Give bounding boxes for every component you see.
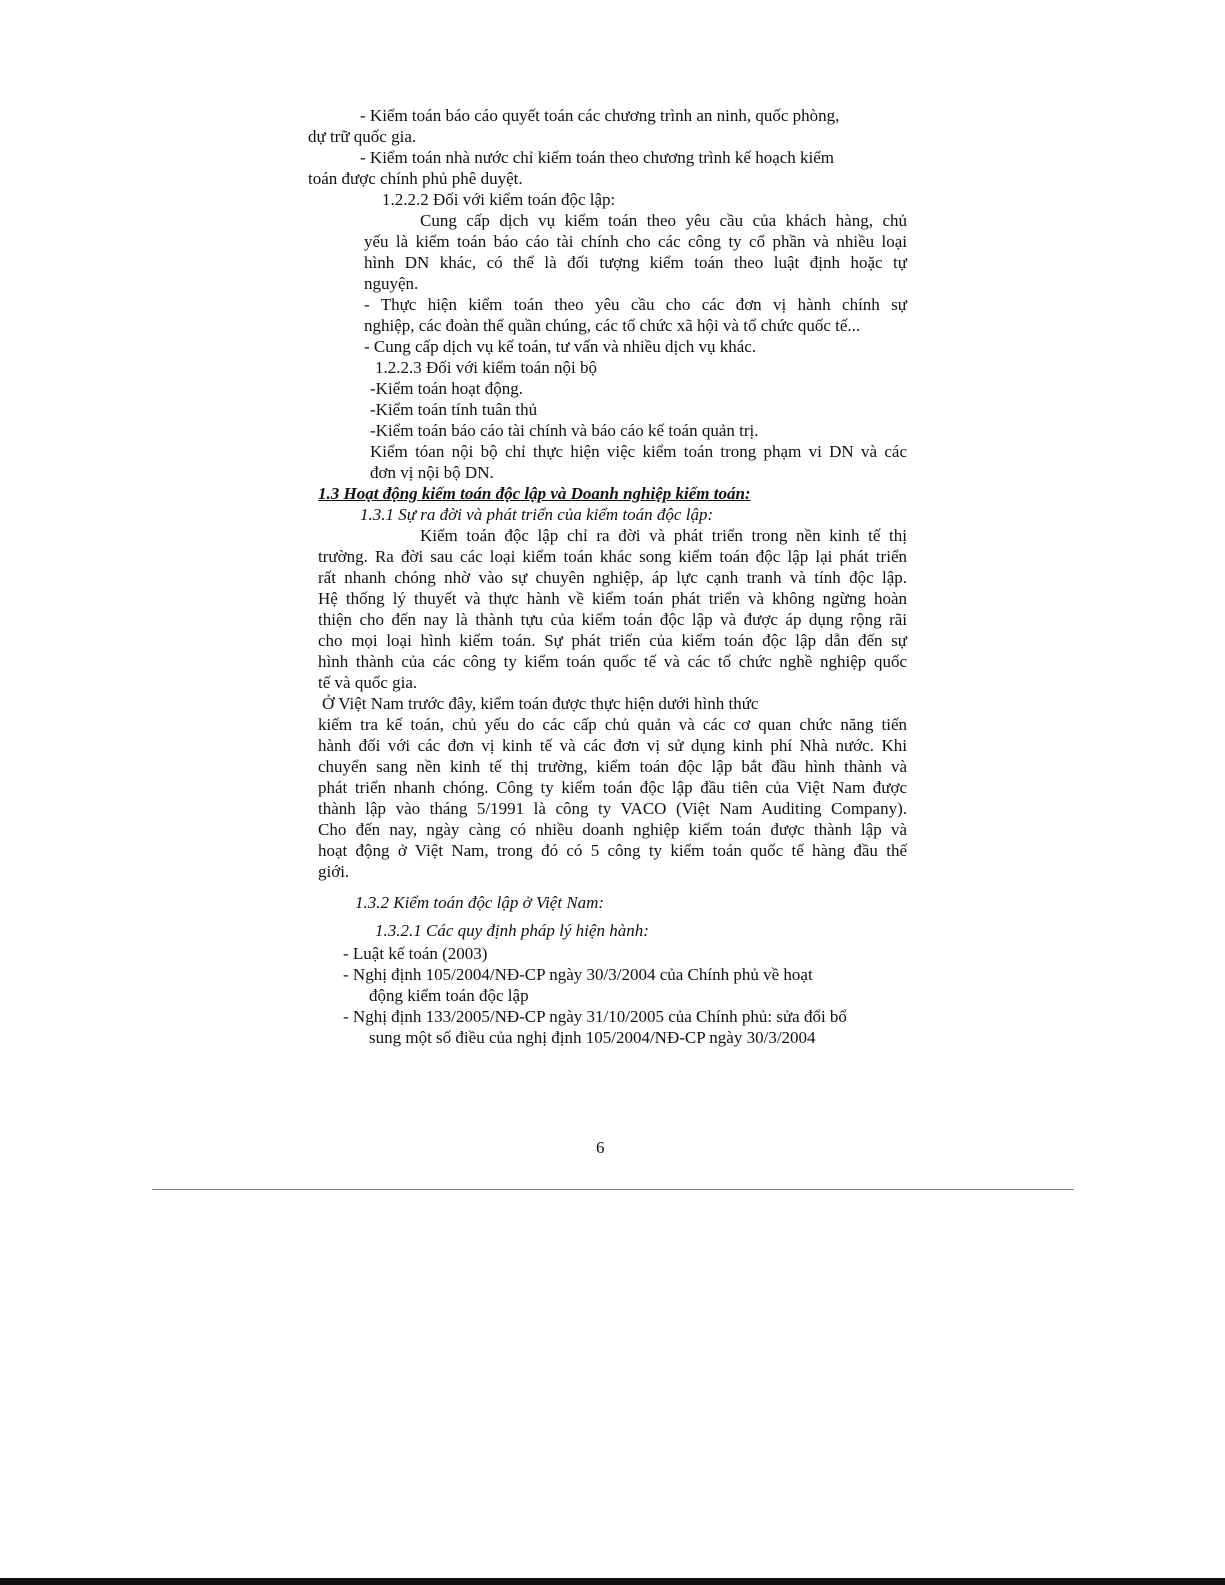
list-item: - Luật kế toán (2003): [343, 944, 488, 963]
text-line: chuyển sang nền kinh tế thị trường, kiểm toán độc lập bắt đầu hình thành và: [318, 757, 907, 776]
text-line: dự trữ quốc gia.: [308, 127, 417, 146]
text-line: hình thành của các công ty kiểm toán quốc tế và các tổ chức nghề nghiệp quốc: [318, 652, 907, 671]
text-line: -Kiểm toán hoạt động.: [370, 379, 523, 398]
section-heading: 1.3 Hoạt động kiểm toán độc lập và Doanh nghiệp kiểm toán:: [318, 484, 751, 503]
text-line: Cho đến nay, ngày càng có nhiều doanh nghiệp kiểm toán được thành lập và: [318, 820, 907, 839]
text-line: - Thực hiện kiểm toán theo yêu cầu cho các đơn vị hành chính sự: [364, 295, 907, 314]
text-line: trường. Ra đời sau các loại kiểm toán khác song kiểm toán độc lập lại phát triển: [318, 547, 907, 566]
bottom-edge: [0, 1578, 1225, 1585]
page-number: 6: [596, 1138, 605, 1157]
section-heading: 1.3.2.1 Các quy định pháp lý hiện hành:: [375, 921, 649, 940]
section-heading: 1.2.2.2 Đối với kiểm toán độc lập:: [382, 190, 616, 209]
text-line: rất nhanh chóng nhờ vào sự chuyên nghiệp, áp lực cạnh tranh và tính độc lập.: [318, 568, 907, 587]
text-line: Cung cấp dịch vụ kiểm toán theo yêu cầu của khách hàng, chủ: [420, 211, 907, 230]
text-line: giới.: [318, 862, 350, 881]
section-heading: 1.3.1 Sự ra đời và phát triển của kiểm toán độc lập:: [360, 505, 714, 524]
text-line: yếu là kiểm toán báo cáo tài chính cho các công ty cổ phần và nhiều loại: [364, 232, 907, 251]
text-line: nghiệp, các đoàn thể quần chúng, các tổ chức xã hội và tổ chức quốc tế...: [364, 316, 861, 335]
list-item: động kiểm toán độc lập: [369, 986, 529, 1005]
text-line: Kiểm tóan nội bộ chỉ thực hiện việc kiểm toán trong phạm vi DN và các: [370, 442, 907, 461]
text-line: kiểm tra kế toán, chủ yếu do các cấp chủ quản và các cơ quan chức năng tiến: [318, 715, 907, 734]
list-item: - Nghị định 133/2005/NĐ-CP ngày 31/10/2005 của Chính phủ: sửa đổi bổ: [343, 1007, 847, 1026]
text-line: Ở Việt Nam trước đây, kiểm toán được thực hiện dưới hình thức: [322, 694, 759, 713]
text-line: - Kiểm toán nhà nước chỉ kiểm toán theo chương trình kế hoạch kiểm: [360, 148, 835, 167]
text-line: hoạt động ở Việt Nam, trong đó có 5 công ty kiểm toán quốc tế hàng đầu thế: [318, 841, 907, 860]
list-item: sung một số điều của nghị định 105/2004/NĐ-CP ngày 30/3/2004: [369, 1028, 816, 1047]
text-line: - Cung cấp dịch vụ kế toán, tư vấn và nhiều dịch vụ khác.: [364, 337, 757, 356]
text-line: đơn vị nội bộ DN.: [370, 463, 494, 482]
text-line: phát triển nhanh chóng. Công ty kiểm toán độc lập đầu tiên của Việt Nam được: [318, 778, 907, 797]
text-line: Hệ thống lý thuyết và thực hành về kiểm toán phát triển và không ngừng hoàn: [318, 589, 907, 608]
text-line: tế và quốc gia.: [318, 673, 418, 692]
text-line: nguyện.: [364, 274, 419, 293]
text-line: cho mọi loại hình kiểm toán. Sự phát triển của kiểm toán độc lập dẫn đến sự: [318, 631, 907, 650]
section-heading: 1.2.2.3 Đối với kiểm toán nội bộ: [375, 358, 597, 377]
text-line: thành lập vào tháng 5/1991 là công ty VACO (Việt Nam Auditing Company).: [318, 799, 907, 818]
section-heading: 1.3.2 Kiểm toán độc lập ở Việt Nam:: [355, 893, 605, 912]
text-line: hình DN khác, có thể là đối tượng kiểm toán theo luật định hoặc tự: [364, 253, 907, 272]
list-item: - Nghị định 105/2004/NĐ-CP ngày 30/3/2004 của Chính phủ về hoạt: [343, 965, 813, 984]
text-line: hành đối với các đơn vị kinh tế và các đơn vị sử dụng kinh phí Nhà nước. Khi: [318, 736, 907, 755]
text-line: -Kiểm toán tính tuân thủ: [370, 400, 538, 419]
text-line: toán được chính phủ phê duyệt.: [308, 169, 523, 188]
text-line: Kiểm toán độc lập chỉ ra đời và phát triển trong nền kinh tế thị: [420, 526, 907, 545]
text-line: - Kiểm toán báo cáo quyết toán các chương trình an ninh, quốc phòng,: [360, 106, 840, 125]
page-divider: [152, 1189, 1074, 1190]
text-line: thiện cho đến nay là thành tựu của kiểm toán độc lập và được áp dụng rộng rãi: [318, 610, 907, 629]
text-line: -Kiểm toán báo cáo tài chính và báo cáo kế toán quản trị.: [370, 421, 759, 440]
